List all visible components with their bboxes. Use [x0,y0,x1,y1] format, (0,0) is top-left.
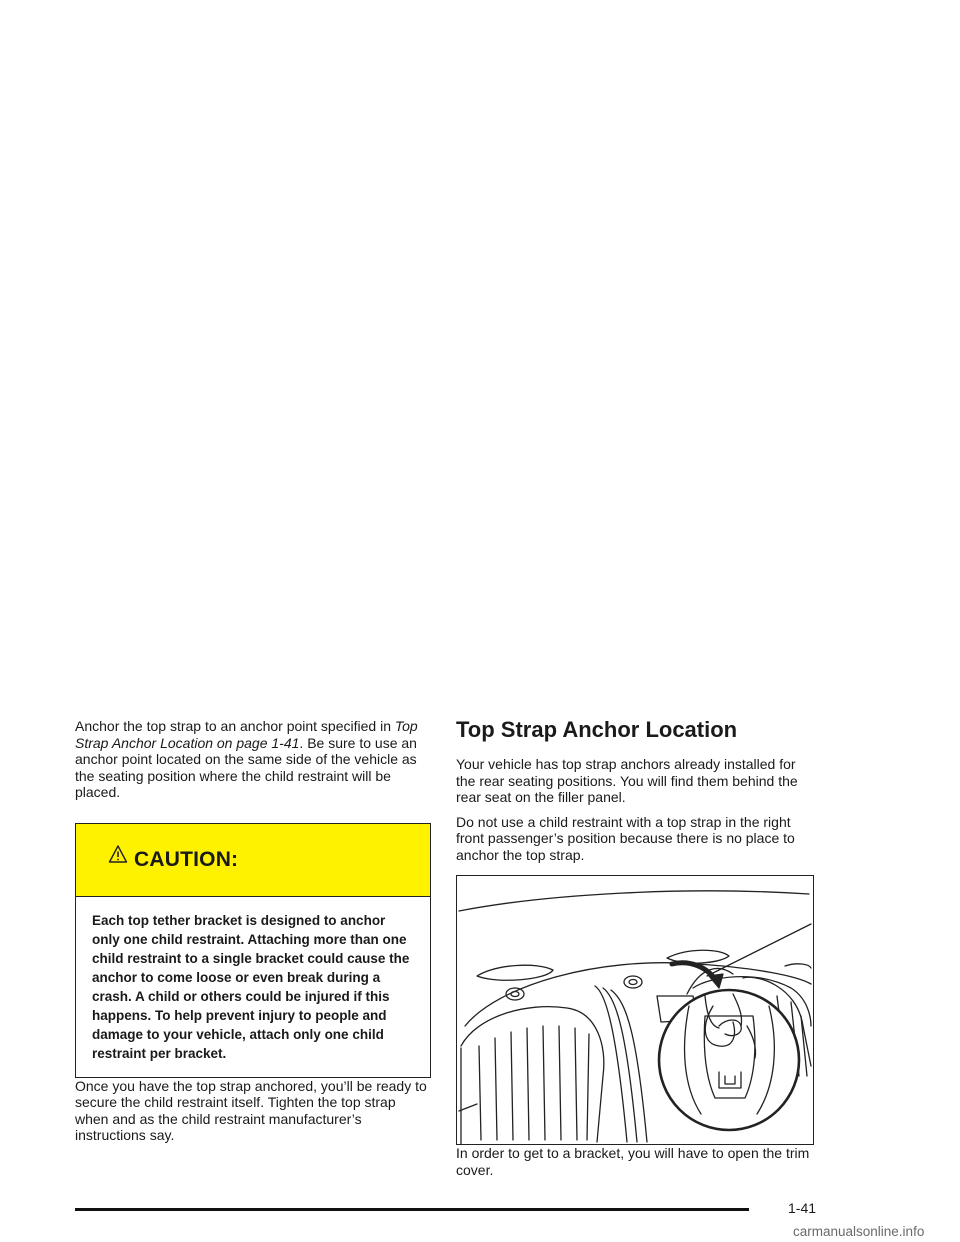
warning-triangle-icon [108,848,134,871]
right-column [456,718,816,1178]
after-caution-paragraph: Once you have the top strap anchored, you’ll be ready to secure the child restraint itself. Tighten the top strap when and as the child restraint manufacturer’s instructions say. [75,1077,427,1143]
figure-caption: In order to get to a bracket, you will have to open the trim cover. [456,1145,810,1178]
left-column [75,718,431,1144]
caution-header [76,824,430,897]
page-number: 1-41 [788,1200,817,1216]
intro-paragraph [75,718,431,801]
caution-title: CAUTION: [134,847,239,871]
watermark: carmanualsonline.info [793,1224,925,1239]
anchors-paragraph: Your vehicle has top strap anchors already installed for the rear seating positions. You will find them behind the rear seat on the filler panel. [456,756,798,805]
rear-seat-top-strap-anchor-illustration [457,876,813,1144]
footer-rule [75,1208,749,1211]
passenger-warning-paragraph: Do not use a child restraint with a top strap in the right front passenger’s position because there is no place to anchor the top strap. [456,813,795,863]
section-heading: Top Strap Anchor Location [456,717,738,742]
caution-text: Each top tether bracket is designed to anchor only one child restraint. Attaching more than one child restraint to a single bracket could cause the anchor to come loose or even break during a crash. A child or others could be injured if this happens. To help prevent injury to people and damage to your vehicle, attach only one child restraint per bracket. [92,912,410,1061]
intro-text-1: Anchor the top strap to an anchor point specified in [75,718,395,734]
caution-box [75,823,431,1078]
intro-text-2: . Be sure to use an anchor point located on the same side of the vehicle as the seating position where the child restraint will be placed. [75,734,417,800]
cross-reference-link[interactable]: Top Strap Anchor Location on page 1-41 [75,718,418,751]
figure-frame [456,875,814,1145]
